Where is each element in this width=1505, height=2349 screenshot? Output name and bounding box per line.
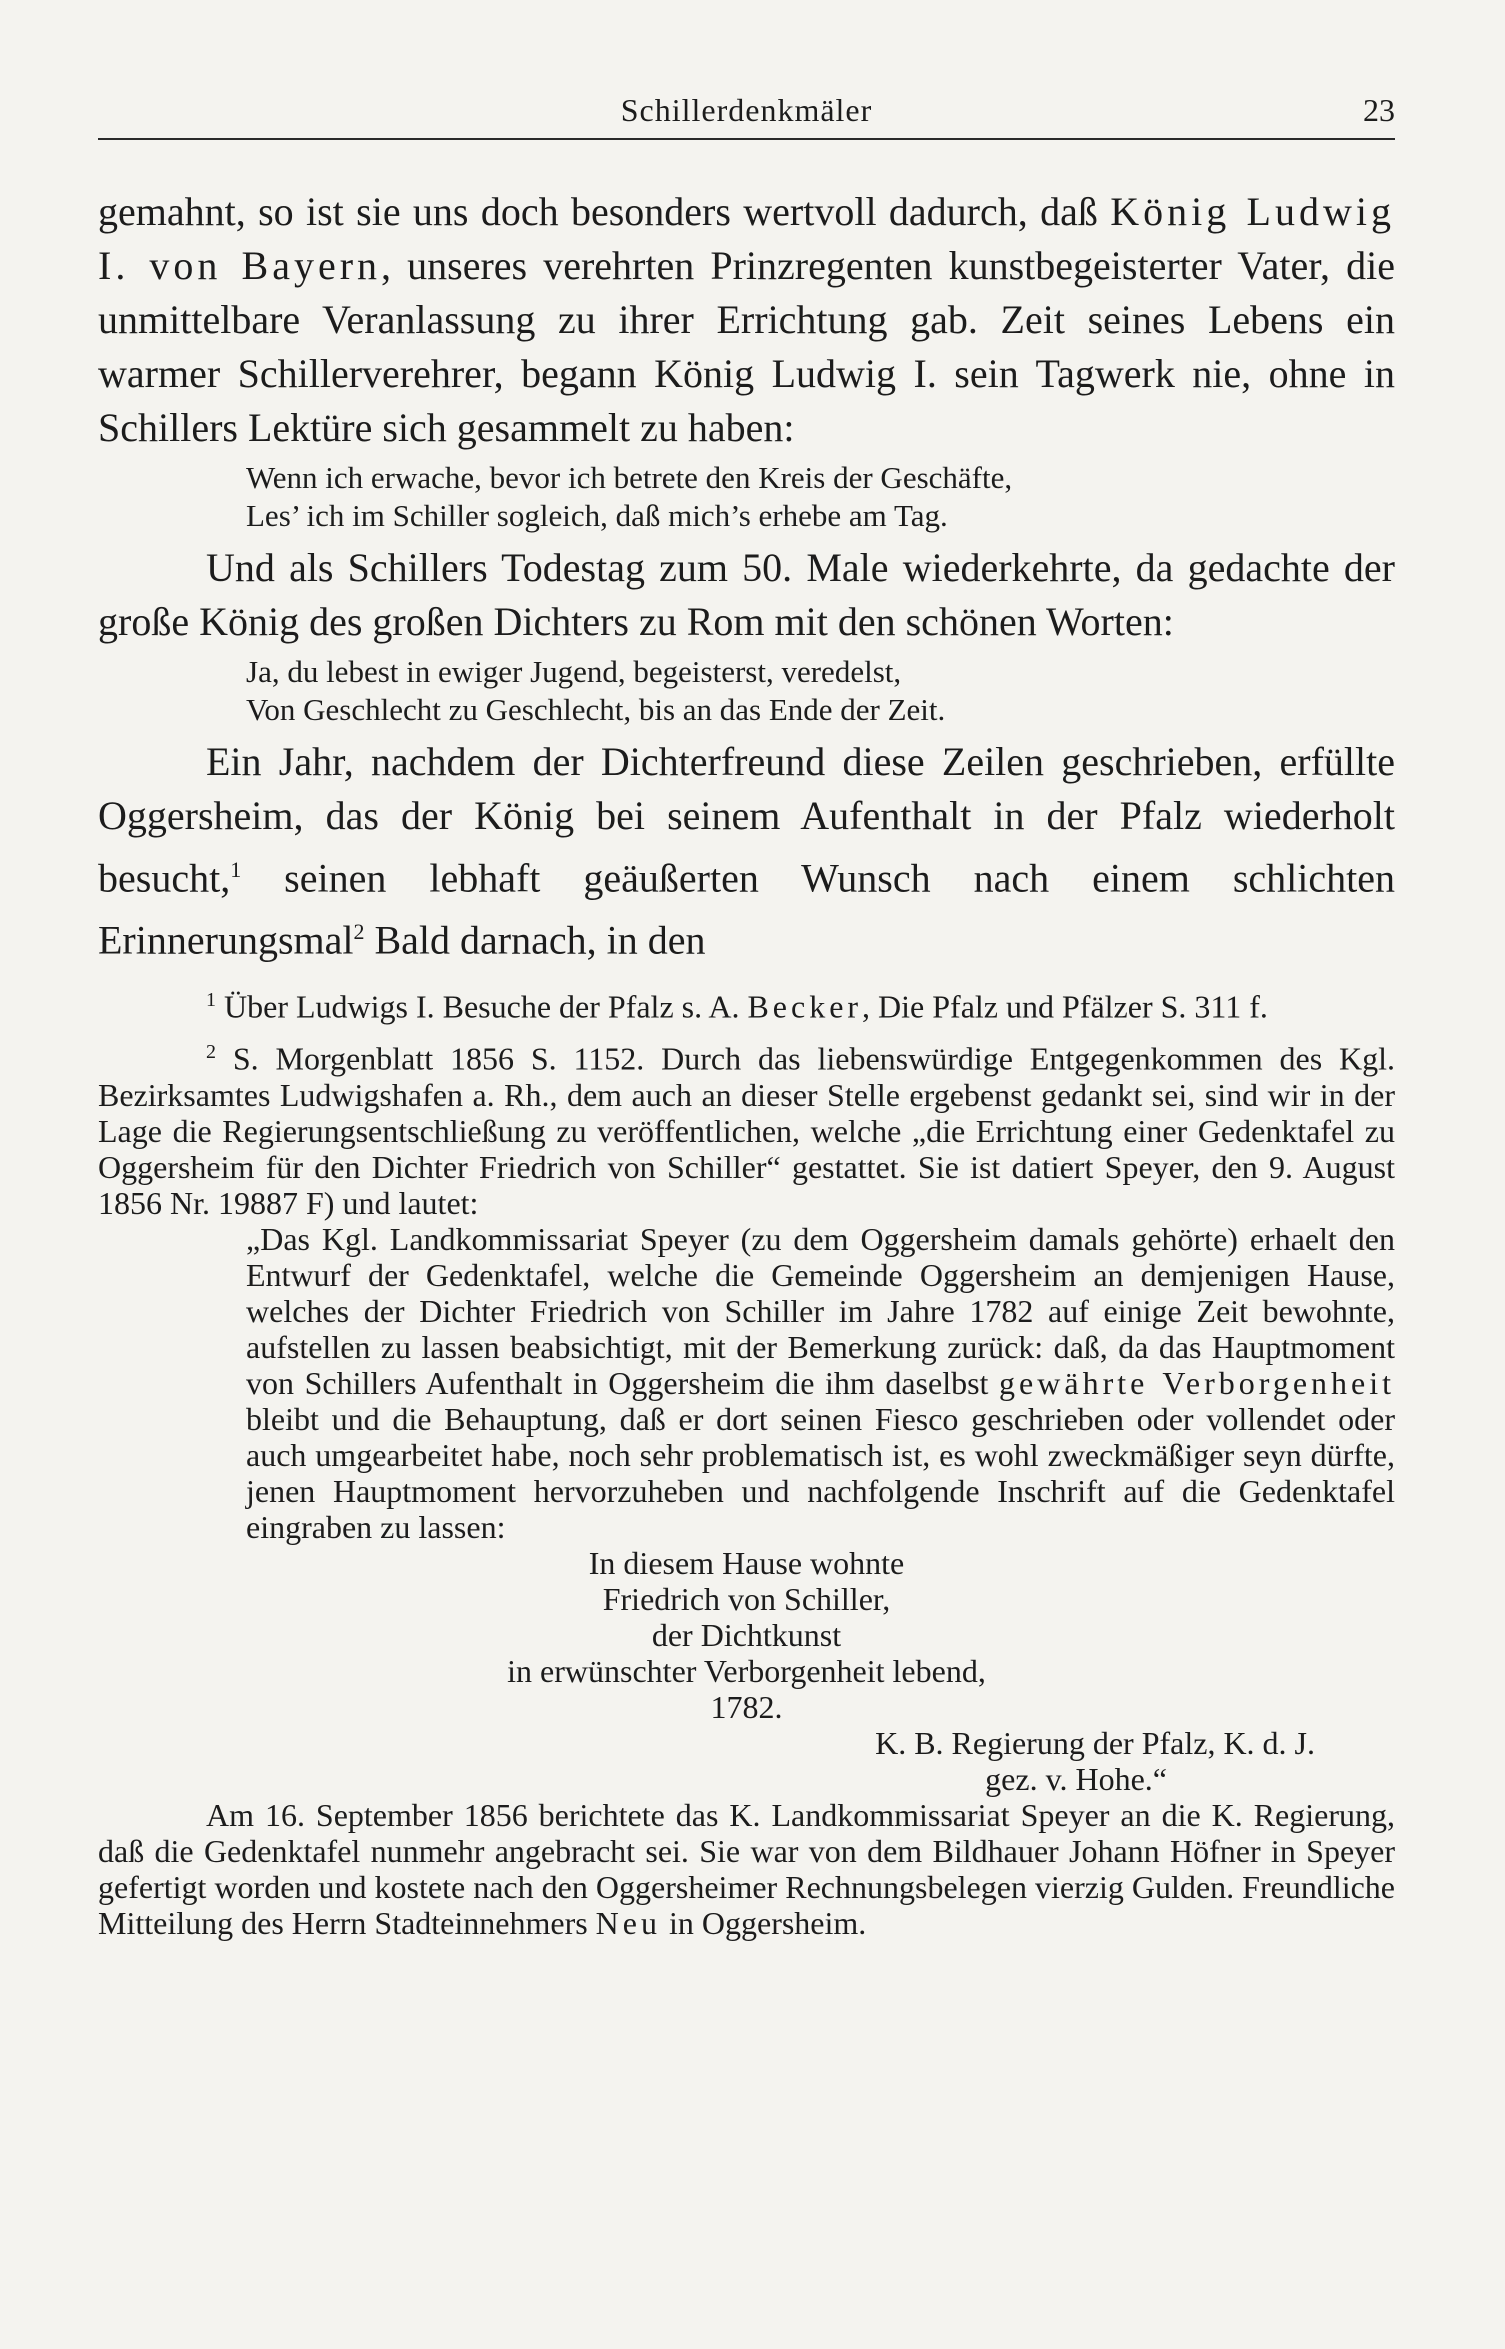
footnote-ref-2: 2 [353, 919, 365, 945]
government-quote: „Das Kgl. Landkommissariat Speyer (zu dem Oggersheim damals gehörte) erhaelt den Entwurf der Gedenktafel, welche die Gemeinde Oggersheim an demjenigen Hause, welches der Dichter Friedrich von Schiller im Jahre 1782 auf einige Zeit bewohnte, aufstellen zu lassen beabsichtigt, mit der Bemerkung zurück: daß, da das Hauptmoment von Schillers Aufenthalt in Oggersheim die ihm daselbst gewährte Verborgenheit bleibt und die Behauptung, daß er dort seinen Fiesco geschrieben oder vollendet oder auch umgearbeitet habe, noch sehr problematisch ist, es wohl zweckmäßiger seyn dürfte, jenen Hauptmoment hervorzuheben und nachfolgende Inschrift auf die Gedenktafel eingraben zu lassen: [246, 1220, 1396, 1545]
verse-2: Ja, du lebest in ewiger Jugend, begeisterst, veredelst, Von Geschlecht zu Geschlecht, bis an das Ende der Zeit. [246, 654, 946, 727]
signature-line-1: K. B. Regierung der Pfalz, K. d. J. [875, 1724, 1315, 1761]
page-header [98, 86, 1395, 140]
king-name: König Ludwig I. von Bayern [98, 189, 1395, 288]
footnote-1: $^1$ Über Ludwigs I. Besuche der Pfalz s. A. Becker, Die Pfalz und Pfälzer S. 311 f. [206, 988, 1268, 1025]
footnote-2: $^2$ S. Morgenblatt 1856 S. 1152. Durch das liebenswürdige Entgegenkommen des Kgl. Bezirksamtes Ludwigshafen a. Rh., dem auch an dieser Stelle ergebenst gedankt sei, sind wir in der Lage die Regierungsentschließung zu veröffentlichen, welche „die Errichtung einer Gedenktafel zu Oggersheim für den Dichter Friedrich von Schiller“ gestattet. Sie ist datiert Speyer, den 9. August 1856 Nr. 19887 F) und lautet: [98, 1040, 1395, 1221]
paragraph-1: gemahnt, so ist sie uns doch besonders wertvoll dadurch, daß König Ludwig I. von Bayern, unseres verehrten Prinzregenten kunstbegeisterter Vater, die unmittelbare Veranlassung zu ihrer Errichtung gab. Zeit seines Lebens ein warmer Schillerverehrer, begann König Ludwig I. sein Tagwerk nie, ohne in Schillers Lektüre sich gesammelt zu haben: [98, 189, 1395, 450]
paragraph-2: Und als Schillers Todestag zum 50. Male wiederkehrte, da gedachte der große König des großen Dichters zu Rom mit den schönen Worten: [98, 545, 1395, 644]
paragraph-3: Ein Jahr, nachdem der Dichterfreund diese Zeilen geschrieben, erfüllte Oggersheim, das der König bei seinem Aufenthalt in der Pfalz wiederholt besucht,$^1$ seinen lebhaft geäußerten Wunsch nach einem schlichten Erinnerungsmal$^2$ Bald darnach, in den [98, 739, 1395, 963]
inscription: In diesem Hause wohnte Friedrich von Schiller, der Dichtkunst in erwünschter Verborgenheit lebend, 1782. [507, 1544, 986, 1725]
footnote-ref-1: 1 [230, 857, 242, 882]
page-body [98, 185, 1395, 1941]
page-number: 23 [1363, 92, 1395, 128]
signature-line-2: gez. v. Hohe.“ [985, 1760, 1167, 1797]
closing-paragraph: Am 16. September 1856 berichtete das K. Landkommissariat Speyer an die K. Regierung, daß die Gedenktafel nunmehr angebracht sei. Sie war von dem Bildhauer Johann Höfner in Speyer gefertigt worden und kostete nach den Oggersheimer Rechnungsbelegen vierzig Gulden. Freundliche Mitteilung des Herrn Stadteinnehmers Neu in Oggersheim. [98, 1796, 1395, 1941]
emphasis: gewährte Verborgenheit [999, 1364, 1396, 1401]
running-title: Schillerdenkmäler [620, 92, 873, 128]
verse-1: Wenn ich erwache, bevor ich betrete den Kreis der Geschäfte, Les’ ich im Schiller sogleich, daß mich’s erhebe am Tag. [246, 460, 1013, 533]
